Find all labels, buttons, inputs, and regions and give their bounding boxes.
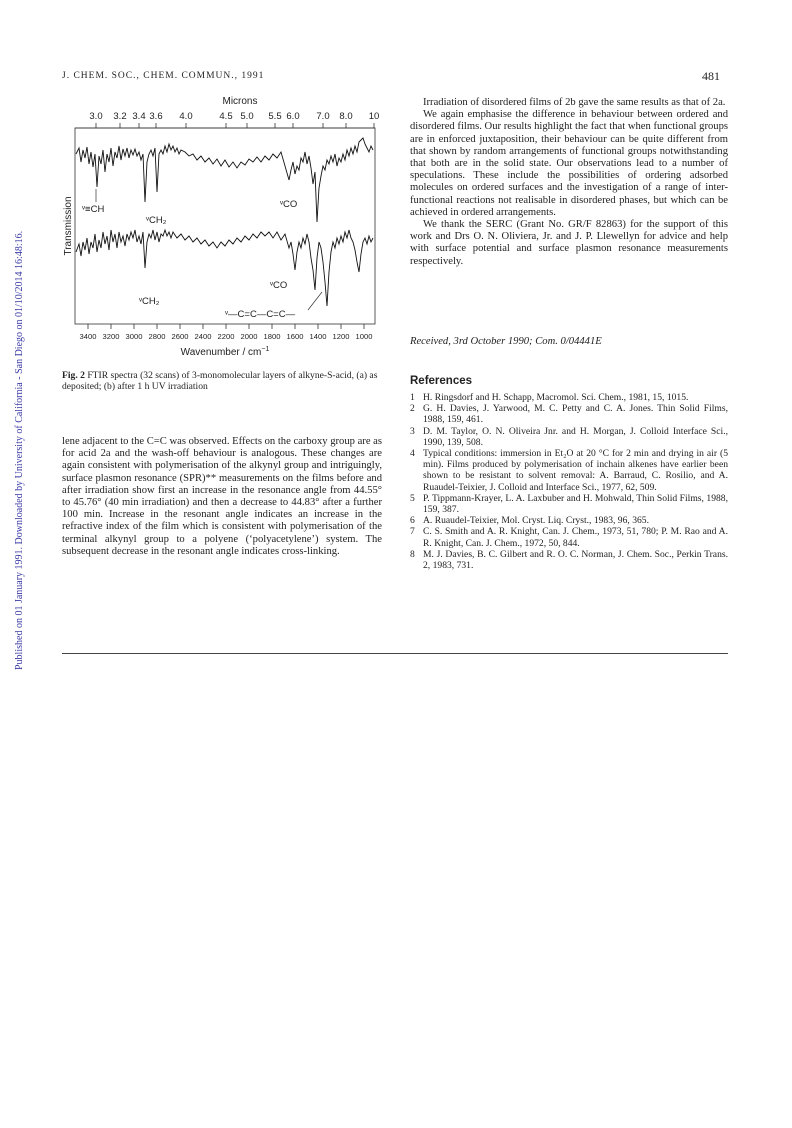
bottom-tick-label: 2200 [217,332,235,341]
top-tick-label: 5.0 [240,111,254,122]
reference-text: M. J. Davies, B. C. Gilbert and R. O. C. Norman, J. Chem. Soc., Perkin Trans. 2, 1983, 731. [423,548,728,572]
reference-item [410,392,728,403]
right-body-paragraph-2: We again emphasise the difference in behaviour between ordered and disordered films. Our results highlight the fact that when functional groups are in enforced juxtaposition, their behaviour can be quite different from that shown by random arrangements of functional groups notwithstanding that both are in the solid state. Our observations lead to a number of speculations. These include the possibilities of ordering adsorbed molecules on ordered surfaces and the investigation of a range of inter-functional reactions not realisable in disordered phases, but which can be achieved in ordered arrangements. [410,109,728,218]
top-tick-label: 4.0 [179,111,193,122]
page-number: 481 [702,69,720,83]
references-heading: References [410,375,473,387]
right-body-paragraph-1: Irradiation of disordered films of 2b gave the same results as that of 2a. [423,97,726,108]
top-tick-label: 4.5 [219,111,233,122]
right-body [410,97,728,268]
reference-item [410,448,728,493]
bottom-tick-label: 2800 [148,332,166,341]
reference-text: Typical conditions: immersion in Et₂O at 20 °C for 2 min and drying in air (5 min). Films produced by polymerisation of inchain alkenes have earlier been shown to be resistant to solvent removal: A. Barraud, C. Rosilio, and A. Ruaudel-Teixier, J. Colloid and Interface Sci., 1977, 62, 509. [423,448,728,493]
bottom-axis [88,324,364,329]
top-tick-label: 5.5 [268,111,282,122]
spectrum-a-trace [76,138,373,222]
left-body-paragraph: lene adjacent to the C=C was observed. Effects on the carboxy group are as for acid 2a and the wash-off behaviour is analogous. These changes are again consistent with polymerisation of the alkynyl group and intriguingly, surface plasmon resonance (SPR)** measurements on the films before and after irradiation show first an increase in the resonance angle from 44.55° to 45.76° (40 min irradiation) and then a decrease to 44.83° after a further 100 min. Increase in the resonant angle indicates an increase in the refractive index of the film which is consistent with polymerisation of the terminal alkynyl group to a polyene (‘polyacetylene’) system. The subsequent decrease in the resonant angle indicates cross-linking. [62,436,382,557]
annotation-co-a: ᵛCO [280,199,298,210]
plot-frame [75,128,375,324]
top-tick-label: 3.0 [89,111,103,122]
bottom-tick-label: 1000 [355,332,373,341]
bottom-tick-label: 1200 [332,332,350,341]
polyene-pointer-line [308,292,322,310]
download-stamp-text: Published on 01 January 1991. Downloaded by University of California - San Diego on 01/10/2014 16:48:16. [14,230,25,670]
figure-caption-text: FTIR spectra (32 scans) of 3-monomolecular layers of alkyne-S-acid, (a) as deposited; (b) after 1 h UV irradiation [62,370,378,393]
reference-item [410,515,728,526]
left-body [62,436,382,558]
y-axis-label: Transmission [63,196,74,256]
top-tick-label: 3.2 [113,111,127,122]
top-tick-label: 6.0 [286,111,300,122]
received-line: Received, 3rd October 1990; Com. 0/04441E [410,336,602,347]
reference-item [410,426,728,448]
top-axis [75,123,375,128]
reference-text: D. M. Taylor, O. N. Oliveira Jnr. and H. Morgan, J. Colloid Interface Sci., 1990, 139, 508. [423,425,728,448]
spectrum-b-trace [76,230,373,306]
reference-number: 3 [410,425,415,437]
annotation-ch2-b: ᵛCH₂ [139,296,160,307]
reference-number: 2 [410,403,415,415]
reference-text: H. Ringsdorf and H. Schapp, Macromol. Sci. Chem., 1981, 15, 1015. [423,392,689,403]
reference-number: 4 [410,448,415,460]
top-tick-labels [89,111,379,122]
reference-item [410,549,728,571]
reference-text: G. H. Davies, J. Yarwood, M. C. Petty and C. A. Jones. Thin Solid Films, 1988, 159, 461. [423,403,728,426]
bottom-tick-label: 1400 [309,332,327,341]
reference-text: C. S. Smith and A. R. Knight, Can. J. Chem., 1973, 51, 780; P. M. Rao and A. R. Knight, Can. J. Chem., 1972, 50, 844. [423,526,728,549]
bottom-tick-label: 1800 [263,332,281,341]
reference-item [410,493,728,515]
top-tick-label: 3.6 [149,111,163,122]
bottom-tick-label: 1600 [286,332,304,341]
x-axis-label [181,346,270,358]
bottom-tick-labels [80,332,373,341]
reference-number: 7 [410,526,415,538]
reference-text: P. Tippmann-Krayer, L. A. Laxbuber and H. Mohwald, Thin Solid Films, 1988, 159, 387. [423,492,728,516]
reference-number: 5 [410,492,415,504]
bottom-tick-label: 3000 [125,332,143,341]
reference-list [410,392,728,571]
bottom-tick-label: 2400 [194,332,212,341]
x-axis-label-unit-power: −1 [261,346,270,353]
reference-number: 1 [410,392,415,403]
reference-number: 8 [410,548,415,560]
right-body-paragraph-3: We thank the SERC (Grant No. GR/F 82863) for the support of this work and Drs O. N. Oliviera, Jr. and J. P. Llewellyn for advice and help with surface potential and surface plasmon resonance measurements respectively. [410,219,728,267]
annotation-co-b: ᵛCO [270,280,288,291]
top-tick-label: 7.0 [316,111,330,122]
x-axis-label-text: Wavenumber / cm [180,347,262,358]
bottom-tick-label: 2600 [171,332,189,341]
top-tick-label: 10 [368,111,380,122]
top-axis-title: Microns [222,96,258,107]
annotation-ch-alkyne: ᵛ≡CH [82,204,105,215]
running-head: J. CHEM. SOC., CHEM. COMMUN., 1991 [62,71,265,81]
ftir-figure [60,92,392,364]
figure-caption-label: Fig. 2 [62,370,85,381]
top-tick-label: 8.0 [339,111,353,122]
annotation-polyene: ᵛ—C=C—C=C— [225,309,296,320]
download-stamp [2,210,25,670]
bottom-tick-label: 3400 [79,332,97,341]
reference-item [410,526,728,548]
annotation-ch2-a: ᵛCH₂ [146,215,167,226]
footer-rule [62,653,728,654]
bottom-tick-label: 2000 [240,332,258,341]
figure-caption [62,370,382,392]
bottom-tick-label: 3200 [102,332,120,341]
reference-text: A. Ruaudel-Teixier, Mol. Cryst. Liq. Cryst., 1983, 96, 365. [423,515,649,527]
top-tick-label: 3.4 [132,111,146,122]
reference-number: 6 [410,515,415,527]
reference-item [410,403,728,425]
